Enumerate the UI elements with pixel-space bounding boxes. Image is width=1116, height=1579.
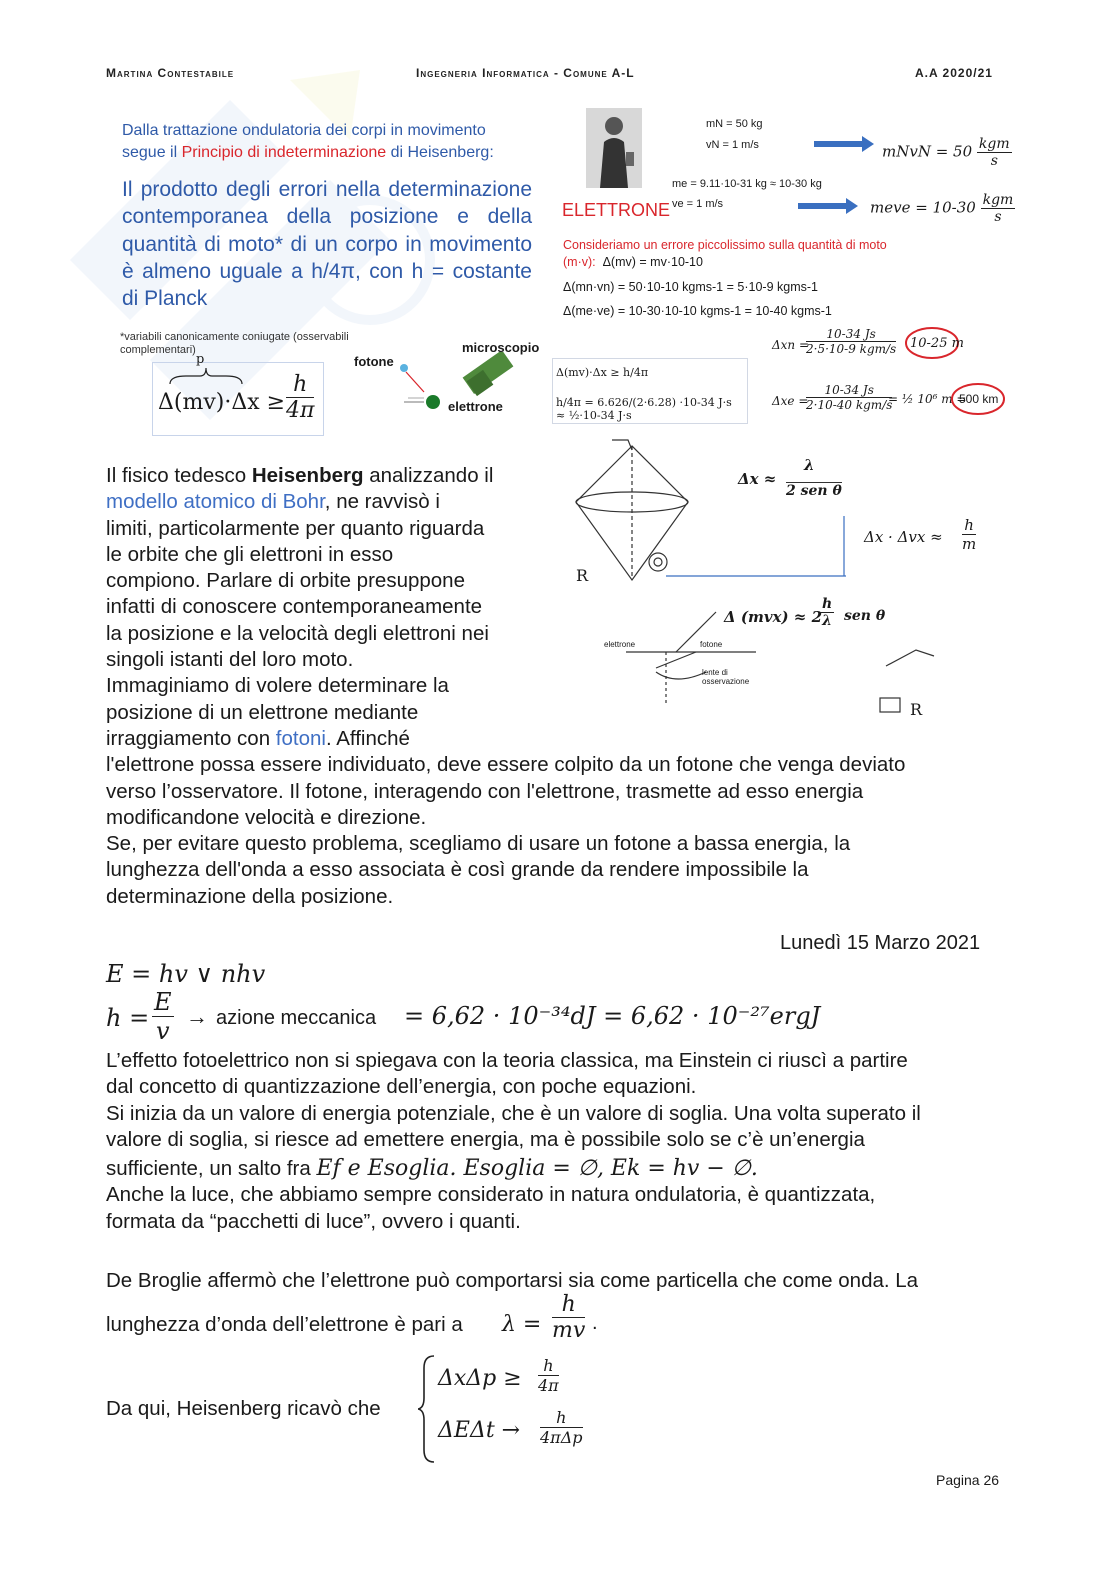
paragraph-photoelectric: L’effetto fotoelettrico non si spiegava con la teoria classica, ma Einstein ci riuscì a partire dal concetto di quantizzazione dell’energia, con poche equazioni. Si inizia da un valore di energia potenziale, che è un valore di soglia. Una volta superato il valore di soglia, si riesce ad emettere energia, ma è possibile solo se c’è un’energia sufficiente, un salto fra Ef e Esoglia. Esoglia = ∅, Ek = hv − ∅. Anche la luce, che abbiamo sempre considerato in natura ondulatoria, è quantizzata, formata da “pacchetti di luce”, ovvero i quanti.: [106, 1049, 921, 1233]
fotone-label: fotone: [354, 354, 394, 369]
uncertainty-energy: ΔEΔt →: [438, 1418, 521, 1443]
delta-momentum-N: Δ(mn·vn) = 50·10-10 kgms-1 = 5·10-9 kgms-1: [563, 280, 818, 294]
sketch-elettrone: elettrone: [604, 640, 636, 649]
formula-fraction: $\frac{h}{4\pi}$: [286, 372, 315, 423]
paragraph-heisenberg: Il fisico tedesco Heisenberg analizzando il modello atomico di Bohr, ne ravvisò i limiti, particolarmente per quanto riguarda le orbite che gli elettroni in esso compiono. Parlare di orbite presuppone infatti di conoscere contemporaneamente la posizione e la velocità degli elettroni nei singoli istanti del loro moto. Immaginiamo di volere determinare la posizione di un elettrone mediante irraggiamento con fotoni. Affinché l'elettrone possa essere individuato, deve essere colpito da un fotone che venga deviato verso l’osservatore. Il fotone, interagendo con l'elettrone, trasmette ad esso energia modificandone velocità e direzione. Se, per evitare questo problema, scegliamo di usare un fotone a bassa energia, la lunghezza dell'onda a esso associata è così grande da rendere impossibile la determinazione della posizione.: [106, 464, 906, 908]
dxn-lhs: Δxn =: [772, 338, 810, 352]
header-course: Ingegneria Informatica - Comune A-L: [416, 66, 635, 80]
sketch-dx: Δx ≈: [738, 470, 777, 488]
velocity-N: vN = 1 m/s: [706, 139, 759, 151]
elettrone-title: ELETTRONE: [562, 200, 671, 220]
page-number: Pagina 26: [936, 1472, 1000, 1488]
dxn-result: 10-25 m: [910, 336, 964, 351]
dxe-fraction: 10-34 Js 2·10-40 kgm/s: [806, 383, 893, 412]
bohr-model-link[interactable]: modello atomico di Bohr: [106, 490, 325, 514]
principle-statement: Il prodotto degli errori nella determinazione contemporanea della posizione e della quantità di moto* di un corpo in movimento è almeno uguale a h/4π, con h = costante di Planck: [122, 178, 532, 311]
system-intro: Da qui, Heisenberg ricavò che: [106, 1397, 381, 1420]
arrow-icon: [814, 136, 876, 152]
consider-line-2: (m·v): Δ(mv) = mv·10-10: [563, 255, 703, 269]
sketch-h-over-m: $\frac{h}{m}$: [962, 516, 977, 553]
momentum-e: meve = 10-30 $\frac{\text{kgm}}{s}$: [870, 192, 1014, 225]
lambda-fraction: $\frac{h}{mv}$: [552, 1292, 586, 1343]
energy-formula: E = hv ∨ nhv: [106, 960, 266, 988]
sketch-2sen: 2 sen θ: [786, 483, 842, 499]
dxe-result: 500 km: [959, 392, 999, 406]
microscopio-label: microscopio: [462, 340, 540, 355]
dxe-lhs: Δxe =: [772, 394, 809, 408]
sketch-dmv: Δ (mvx) ≈ 2: [724, 608, 823, 626]
uncertainty-energy-fraction: h 4πΔp: [540, 1408, 583, 1447]
dxn-fraction: 10-34 Js 2·5·10-9 kgm/s: [806, 327, 897, 356]
lambda-lhs: λ =: [502, 1312, 542, 1337]
sketch-dx-dv: Δx · Δvx ≈: [864, 528, 943, 546]
p-label: p: [196, 352, 205, 367]
sketch-lente: lente di osservazione: [702, 668, 750, 686]
header-year: A.A 2020/21: [915, 66, 993, 80]
paragraph-debroglie: De Broglie affermò che l’elettrone può comportarsi sia come particella che come onda. La: [106, 1269, 919, 1292]
sketch-h-over-lambda: $\frac{h}{\lambda}$: [822, 596, 833, 629]
dxe-mid: = ½ 10⁶ m =: [888, 392, 967, 406]
uncertainty-position: ΔxΔp ≥: [438, 1366, 522, 1391]
sketch-lambda: λ: [804, 456, 815, 474]
consider-line-1: Consideriamo un errore piccolissimo sulla quantità di moto: [563, 238, 887, 252]
elettrone-label: elettrone: [448, 399, 503, 414]
sketch-sen: sen θ: [844, 608, 886, 624]
mass-e: me = 9.11·10-31 kg ≈ 10-30 kg: [672, 178, 822, 190]
sketch-R1: R: [576, 566, 589, 585]
derivation-line-1: Δ(mv)·Δx ≥ h/4π: [556, 366, 649, 379]
debroglie-wavelength: lunghezza d’onda dell’elettrone è pari a: [106, 1313, 463, 1336]
lecture-date: Lunedì 15 Marzo 2021: [780, 932, 981, 954]
delta-momentum-e: Δ(me·ve) = 10-30·10-10 kgms-1 = 10-40 kgms-1: [563, 304, 832, 318]
uncertainty-position-fraction: $\frac{h}{4\pi}$: [538, 1356, 559, 1395]
footnote: *variabili canonicamente coniugate (osservabili complementari): [120, 331, 349, 356]
intro-text: Dalla trattazione ondulatoria dei corpi in movimento segue il Principio di indeterminazione di Heisenberg:: [122, 122, 494, 161]
person-photo: [586, 108, 642, 188]
brace-icon: [166, 364, 246, 386]
formula-lhs: Δ(mv)·Δx ≥: [158, 390, 286, 415]
arrow-icon: [798, 198, 860, 214]
curly-brace-icon: [418, 1354, 438, 1464]
mass-N: mN = 50 kg: [706, 118, 763, 130]
derivation-line-2: h/4π = 6.626/(2·6.28) ·10-34 J·s ≈ ½·10-34 J·s: [556, 396, 732, 422]
sketch-R2: R: [910, 700, 923, 719]
velocity-e: ve = 1 m/s: [672, 198, 724, 210]
header-author: Martina Contestabile: [106, 66, 235, 80]
sketch-fotone: fotone: [700, 640, 723, 649]
momentum-N: mNvN = 50 $\frac{\text{kgm}}{s}$: [882, 136, 1010, 169]
fotoni-link[interactable]: fotoni: [275, 726, 326, 750]
lambda-dot: .: [592, 1312, 598, 1334]
microscope-illustration: [400, 352, 530, 416]
